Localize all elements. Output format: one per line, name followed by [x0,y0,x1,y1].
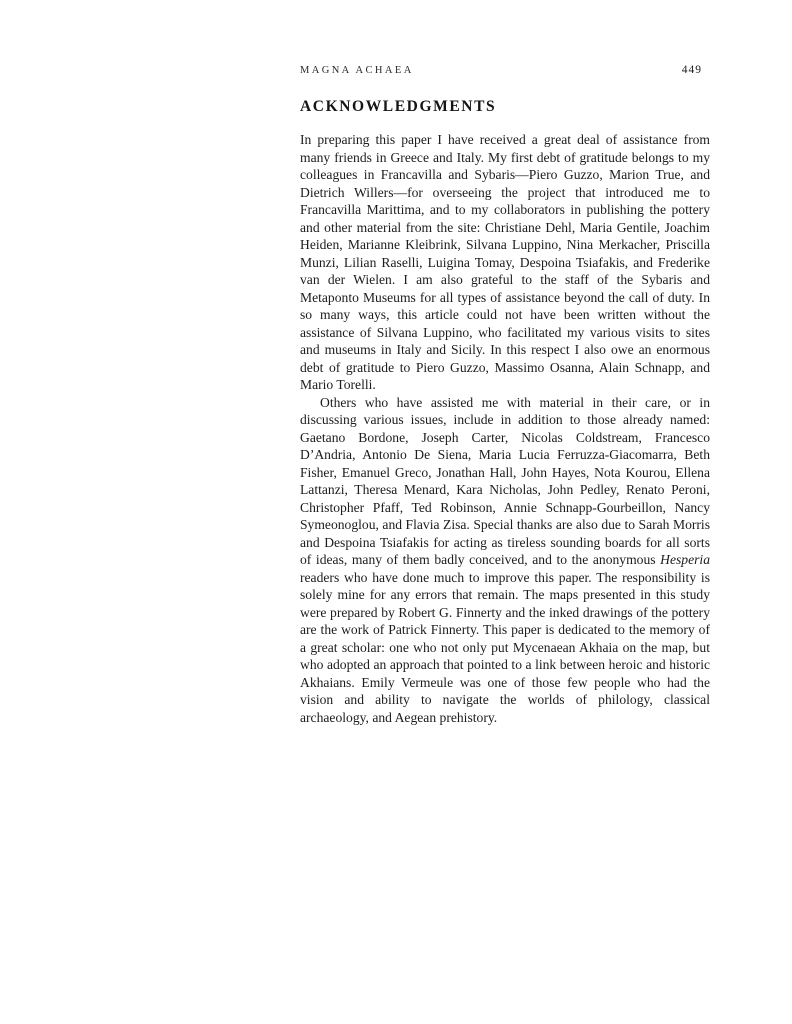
journal-title-hesperia: Hesperia [660,552,710,567]
paragraph-2 [300,394,710,727]
paragraph-2-text-before: Others who have assisted me with material in their care, or in discussing various issues, include in addition to those already named: Gaetano Bordone, Joseph Carter, Nicolas Coldstream, Francesco D’Andria, Antonio De Siena, Maria Lucia Ferruzza-Giacomarra, Beth Fisher, Emanuel Greco, Jonathan Hall, John Hayes, Nota Kourou, Ellena Lattanzi, Theresa Menard, Kara Nicholas, John Pedley, Renato Peroni, Christopher Pfaff, Ted Robinson, Annie Schnapp-Gourbeillon, Nancy Symeonoglou, and Flavia Zisa. Special thanks are also due to Sarah Morris and Despoina Tsiafakis for acting as tireless sounding boards for all sorts of ideas, many of them badly conceived, and to the anonymous [300,394,710,567]
acknowledgments-body [300,131,710,726]
page-number: 449 [681,64,702,76]
section-heading: ACKNOWLEDGMENTS [300,98,497,115]
running-header [300,64,710,76]
paragraph-2-text-after: readers who have done much to improve this paper. The responsibility is solely mine for any errors that remain. The maps presented in this study were prepared by Robert G. Finnerty and the inked drawings of the pottery are the work of Patrick Finnerty. This paper is dedicated to the memory of a great scholar: one who not only put Mycenaean Akhaia on the map, but who adopted an approach that pointed to a link between heroic and historic Akhaians. Emily Vermeule was one of those few people who had the vision and ability to navigate the worlds of philology, classical archaeology, and Aegean prehistory. [300,569,710,725]
paragraph-1: In preparing this paper I have received a great deal of assistance from many friends in Greece and Italy. My first debt of gratitude belongs to my colleagues in Francavilla and Sybaris—Piero Guzzo, Marion True, and Dietrich Willers—for overseeing the project that introduced me to Francavilla Marittima, and to my collaborators in publishing the pottery and other material from the site: Christiane Dehl, Maria Gentile, Joachim Heiden, Marianne Kleibrink, Silvana Luppino, Nina Merkacher, Priscilla Munzi, Lilian Raselli, Luigina Tomay, Despoina Tsiafakis, and Frederike van der Wielen. I am also grateful to the staff of the Sybaris and Metaponto Museums for all types of assistance beyond the call of duty. In so many ways, this article could not have been written without the assistance of Silvana Luppino, who facilitated my various visits to sites and museums in Italy and Sicily. In this respect I also owe an enormous debt of gratitude to Piero Guzzo, Massimo Osanna, Alain Schnapp, and Mario Torelli. [300,132,710,392]
running-head-title: MAGNA ACHAEA [300,65,414,76]
text-column [300,64,710,726]
